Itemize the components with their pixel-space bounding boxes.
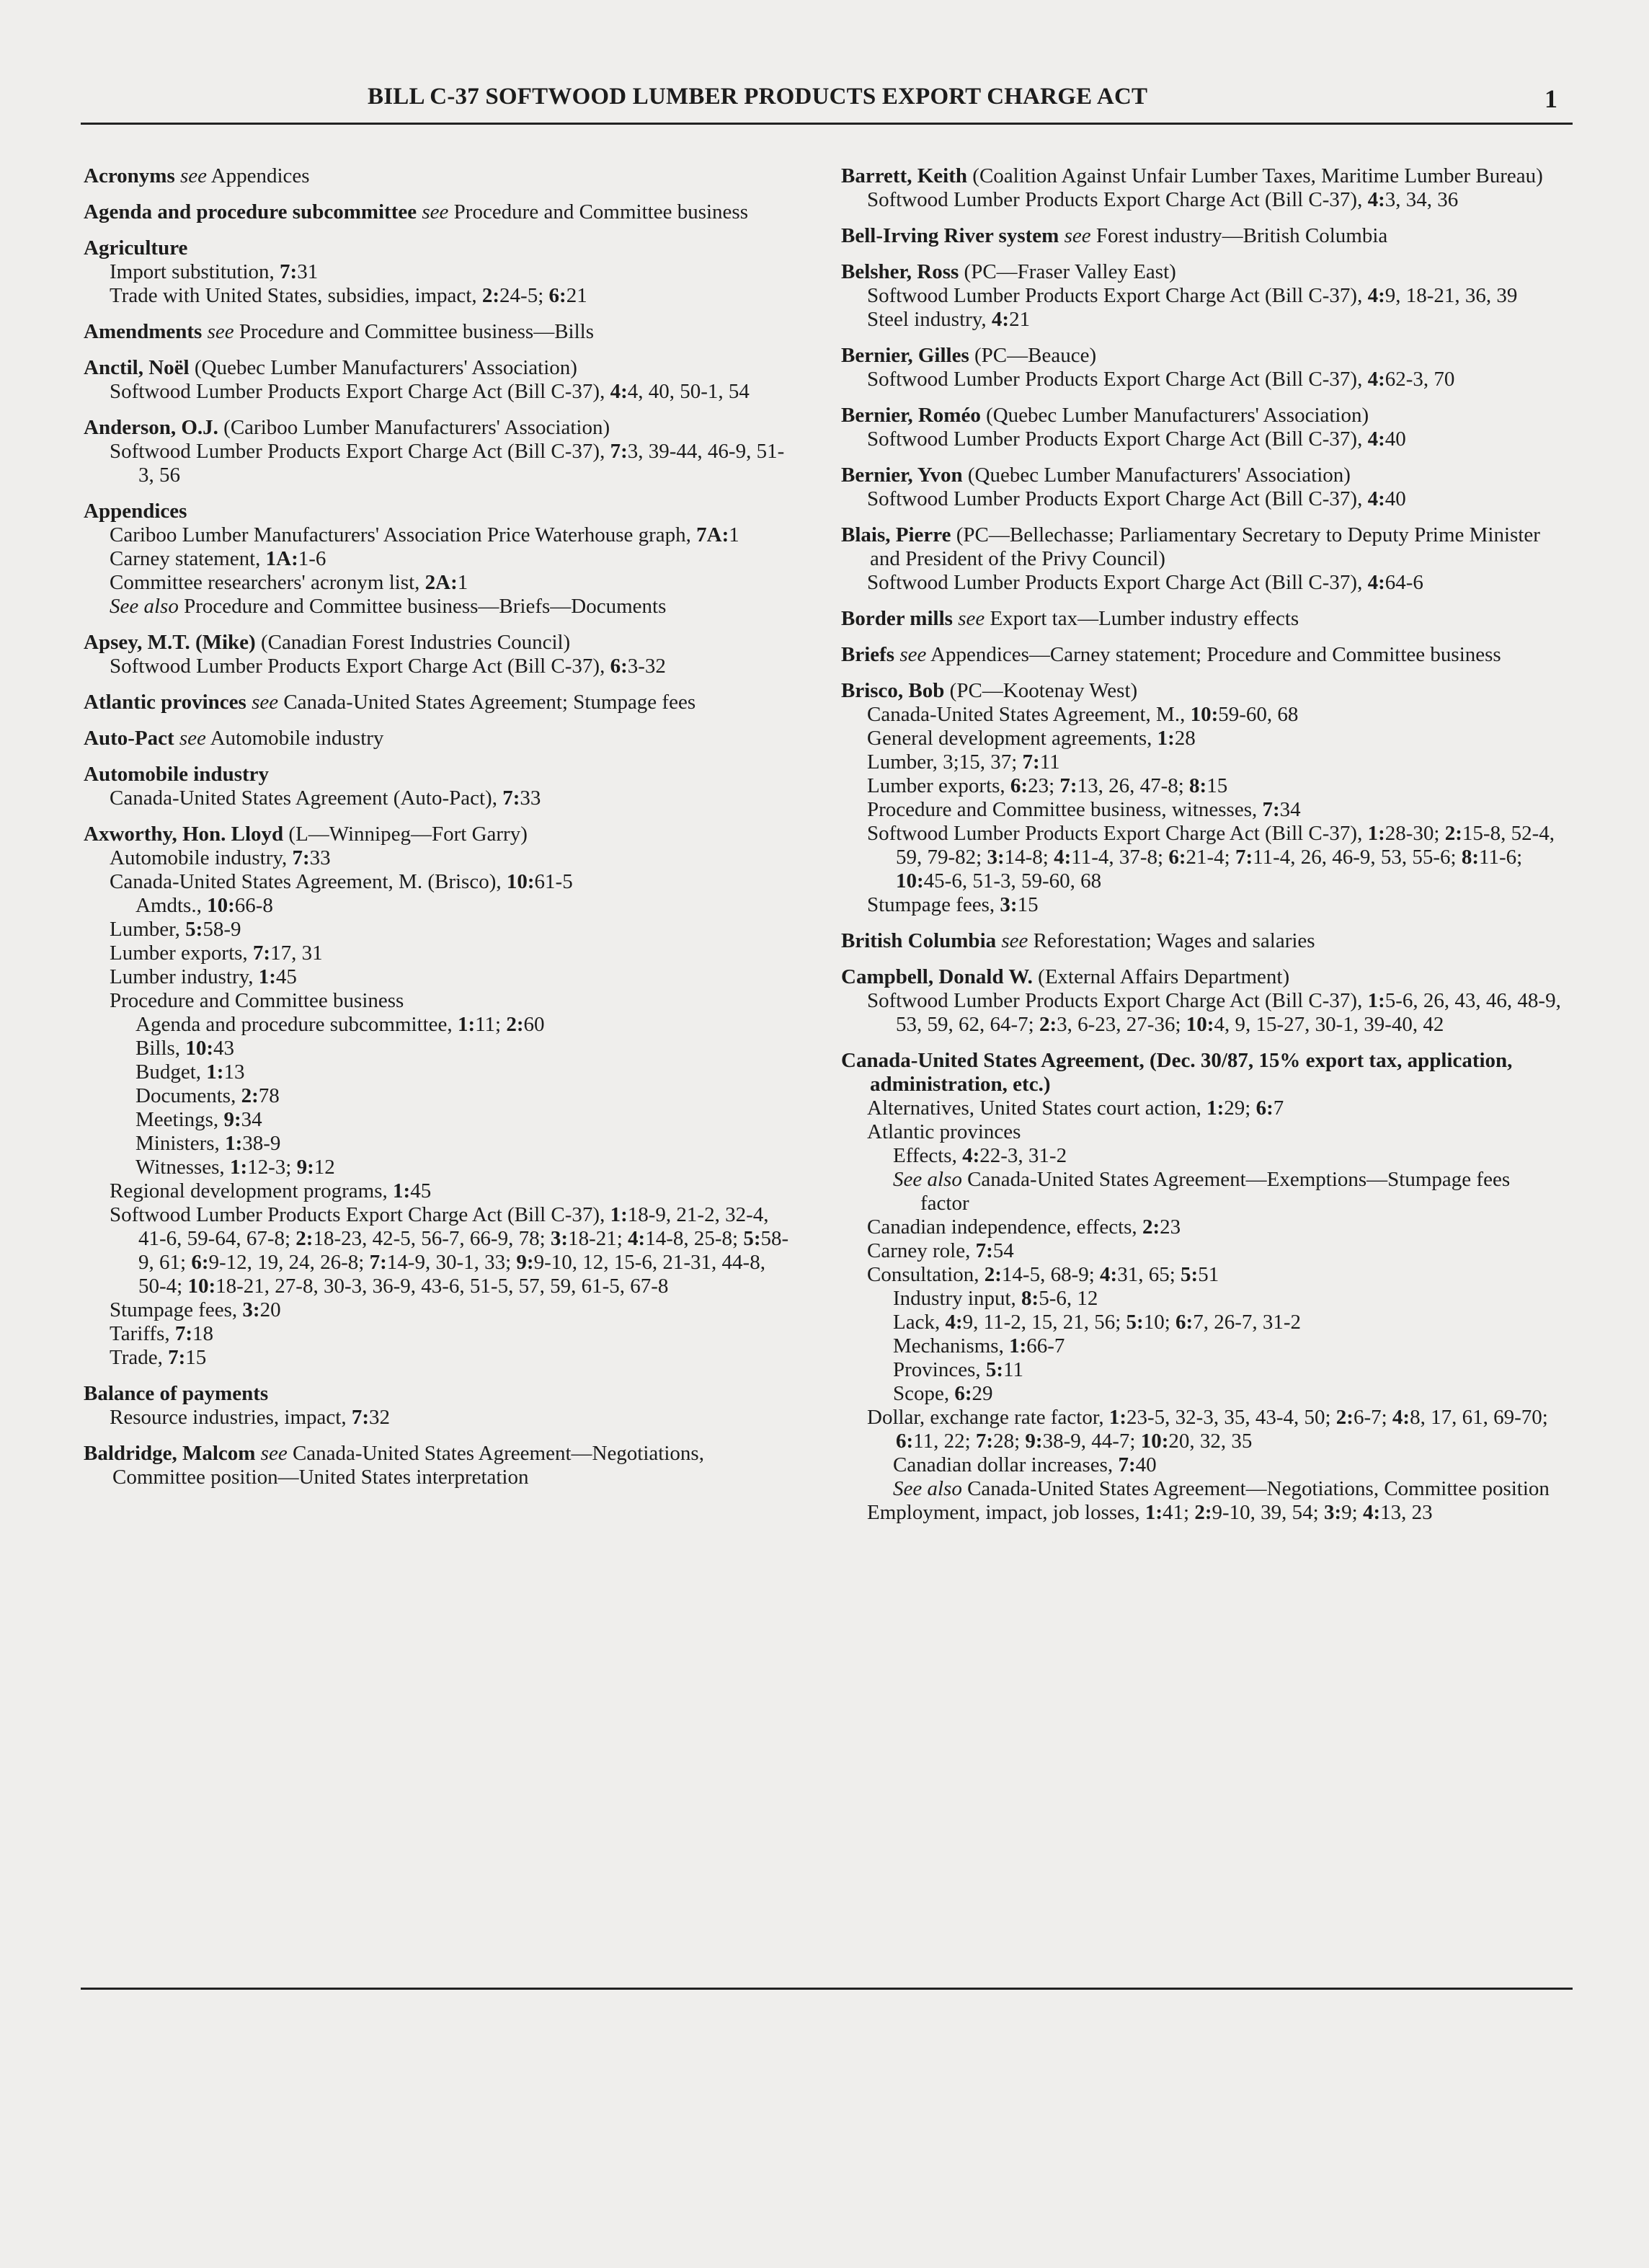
see-label: see [899,643,927,666]
entry-heading: Agenda and procedure subcommittee [84,200,417,223]
index-entry [84,1442,790,1489]
subentry [841,1501,1562,1525]
subentry-text: Lumber, 5:58-9 [110,918,241,941]
subentry [84,1179,790,1203]
see-label: see [422,200,449,223]
subentry-text: Bills, 10:43 [135,1037,234,1060]
subentry [841,1215,1562,1239]
index-entry [84,1382,790,1430]
subentry-text: Lumber industry, 1:45 [110,965,297,988]
entry-detail: (Quebec Lumber Manufacturers' Association) [986,404,1369,427]
subentry-text: Carney role, 7:54 [867,1239,1014,1262]
index-entry [84,200,790,224]
see-also-label: See also [893,1168,962,1191]
page-number: 1 [1544,84,1557,113]
page-title: BILL C-37 SOFTWOOD LUMBER PRODUCTS EXPORT CHARGE ACT [368,84,1148,110]
subentry [84,918,790,942]
index-entry [841,164,1562,212]
subentry [84,380,790,404]
subentry-text: Softwood Lumber Products Export Charge Act (Bill C-37), 4:62-3, 70 [867,368,1455,391]
see-also-target: Canada-United States Agreement—Negotiations, Committee position [967,1477,1550,1500]
entry-heading: British Columbia [841,929,997,952]
entry-heading-line [84,164,790,188]
subentry [84,1406,790,1430]
index-entry [84,164,790,188]
subentry [84,1013,790,1037]
subentry-text: Softwood Lumber Products Export Charge Act (Bill C-37), 7:3, 39-44, 46-9, 51-3, 56 [110,440,785,487]
entry-heading: Barrett, Keith [841,164,968,187]
index-entry [841,224,1562,248]
subentry [841,368,1562,391]
entry-heading-line [841,607,1562,631]
entry-heading-line [84,200,790,224]
entry-heading: Appendices [84,500,187,523]
subentry [841,1382,1562,1406]
see-target: Automobile industry [210,727,384,750]
subentry-text: Regional development programs, 1:45 [110,1179,432,1202]
see-target: Procedure and Committee business [453,200,748,223]
entry-heading: Agriculture [84,236,188,260]
subentry-text: Witnesses, 1:12-3; 9:12 [135,1156,335,1179]
subentry [84,1346,790,1370]
subentry-text: Softwood Lumber Products Export Charge Act (Bill C-37), 1:5-6, 26, 43, 46, 48-9, 53, 59, 62, 64-7; 2:3, 6-23, 27-36; 10:4, 9, 15-27, 30-1, 39-40, 42 [867,989,1561,1036]
subentry [841,571,1562,595]
entry-heading: Bell-Irving River system [841,224,1059,247]
subentry [84,870,790,894]
subentry [84,571,790,595]
subentry-text: Softwood Lumber Products Export Charge Act (Bill C-37), 1:28-30; 2:15-8, 52-4, 59, 79-82; 3:14-8; 4:11-4, 37-8; 6:21-4; 7:11-4, 26, 46-9, 53, 55-6; 8:11-6; 10:45-6, 51-3, 59-60, 68 [867,822,1555,892]
subentry [841,727,1562,750]
see-target: Procedure and Committee business—Bills [239,320,595,343]
subentry-text: Consultation, 2:14-5, 68-9; 4:31, 65; 5:51 [867,1263,1219,1286]
entry-heading: Anctil, Noël [84,356,190,379]
subentry-text: Industry input, 8:5-6, 12 [893,1287,1098,1310]
subentry [84,1084,790,1108]
see-target: Canada-United States Agreement; Stumpage fees [283,691,696,714]
subentry [841,1168,1562,1215]
entry-heading-line [841,965,1562,989]
entry-heading-line [84,236,790,260]
entry-heading: Atlantic provinces [84,691,246,714]
subentry [84,440,790,487]
index-entry [841,344,1562,391]
entry-heading: Amendments [84,320,203,343]
entry-heading: Border mills [841,607,953,630]
subentry-text: Mechanisms, 1:66-7 [893,1334,1065,1357]
entry-heading-line [841,1049,1562,1097]
subentry-text: Agenda and procedure subcommittee, 1:11; 2:60 [135,1013,545,1036]
subentry [84,1203,790,1298]
entry-heading: Canada-United States Agreement, (Dec. 30/87, 15% export tax, application, administration, etc.) [841,1049,1513,1096]
subentry-text: Resource industries, impact, 7:32 [110,1406,391,1429]
see-target: Appendices—Carney statement; Procedure and Committee business [930,643,1501,666]
index-entry [841,607,1562,631]
subentry-text: Committee researchers' acronym list, 2A:1 [110,571,468,594]
see-label: see [1064,224,1091,247]
see-label: see [958,607,985,630]
header-rule [81,123,1573,125]
subentry-text: Dollar, exchange rate factor, 1:23-5, 32-3, 35, 43-4, 50; 2:6-7; 4:8, 17, 61, 69-70; 6:11, 22; 7:28; 9:38-9, 44-7; 10:20, 32, 35 [867,1406,1548,1453]
subentry [84,1037,790,1060]
subentry-text: Softwood Lumber Products Export Charge Act (Bill C-37), 4:3, 34, 36 [867,188,1459,211]
subentry-text: Tariffs, 7:18 [110,1322,214,1345]
entry-heading-line [841,523,1562,571]
entry-heading-line [84,356,790,380]
subentry-text: Procedure and Committee business, witnesses, 7:34 [867,798,1301,821]
subentry-text: Stumpage fees, 3:20 [110,1298,281,1321]
subentry [841,1453,1562,1477]
entry-heading-line [841,404,1562,428]
entry-heading: Bernier, Roméo [841,404,981,427]
subentry-text: Cariboo Lumber Manufacturers' Association Price Waterhouse graph, 7A:1 [110,523,739,546]
subentry [841,798,1562,822]
see-label: see [260,1442,288,1465]
entry-heading-line [84,823,790,846]
entry-heading: Campbell, Donald W. [841,965,1033,988]
subentry-text: Amdts., 10:66-8 [135,894,273,917]
entry-heading: Apsey, M.T. (Mike) [84,631,256,654]
index-column-right [841,164,1562,1537]
see-label: see [207,320,234,343]
subentry [841,1144,1562,1168]
entry-detail: (Coalition Against Unfair Lumber Taxes, Maritime Lumber Bureau) [972,164,1543,187]
entry-heading: Baldridge, Malcom [84,1442,256,1465]
entry-detail: (Canadian Forest Industries Council) [260,631,571,654]
see-also-label: See also [110,595,179,618]
entry-heading-line [84,631,790,655]
subentry-text: Scope, 6:29 [893,1382,993,1405]
entry-heading: Brisco, Bob [841,679,945,702]
index-entry [84,763,790,810]
subentry-text: Provinces, 5:11 [893,1358,1023,1381]
entry-detail: (Quebec Lumber Manufacturers' Association) [194,356,577,379]
subentry [84,284,790,308]
subentry [84,547,790,571]
subentry [841,308,1562,332]
subentry [84,894,790,918]
index-entry [841,260,1562,332]
subentry-text: Alternatives, United States court action, 1:29; 6:7 [867,1097,1284,1120]
subentry-text: Trade with United States, subsidies, impact, 2:24-5; 6:21 [110,284,587,307]
subentry [84,655,790,678]
subentry [84,260,790,284]
entry-heading: Balance of payments [84,1382,269,1405]
entry-heading: Briefs [841,643,895,666]
subentry-text: Lumber, 3;15, 37; 7:11 [867,750,1060,774]
entry-heading-line [841,679,1562,703]
entry-heading-line [84,691,790,714]
subentry-text: Softwood Lumber Products Export Charge Act (Bill C-37), 4:40 [867,428,1406,451]
subentry-text: Softwood Lumber Products Export Charge Act (Bill C-37), 4:9, 18-21, 36, 39 [867,284,1518,307]
subentry [841,428,1562,451]
entry-heading: Anderson, O.J. [84,416,218,439]
subentry-text: Automobile industry, 7:33 [110,846,331,869]
subentry [841,893,1562,917]
subentry [84,1108,790,1132]
subentry [84,846,790,870]
entry-heading-line [84,763,790,787]
entry-heading-line [841,224,1562,248]
see-label: see [179,164,208,187]
subentry [841,703,1562,727]
subentry [841,487,1562,511]
subentry-text: Budget, 1:13 [135,1060,245,1084]
see-target: Canada-United States Agreement—Negotiations, Committee position—United States interpretation [112,1442,704,1489]
subentry [841,1311,1562,1334]
entry-detail: (PC—Kootenay West) [949,679,1138,702]
see-label: see [1001,929,1028,952]
index-entry [841,679,1562,917]
subentry [841,1287,1562,1311]
entry-heading-line [841,164,1562,188]
entry-detail: (PC—Bellechasse; Parliamentary Secretary to Deputy Prime Minister and President of the Privy Council) [870,523,1540,570]
subentry [84,1132,790,1156]
subentry [84,1156,790,1179]
index-entry [84,631,790,678]
subentry-text: Softwood Lumber Products Export Charge Act (Bill C-37), 1:18-9, 21-2, 32-4, 41-6, 59-64, 67-8; 2:18-23, 42-5, 56-7, 66-9, 78; 3:18-21; 4:14-8, 25-8; 5:58-9, 61; 6:9-12, 19, 24, 26-8; 7:14-9, 30-1, 33; 9:9-10, 12, 15-6, 21-31, 44-8, 50-4; 10:18-21, 27-8, 30-3, 36-9, 43-6, 51-5, 57, 59, 61-5, 67-8 [110,1203,789,1298]
index-entry [841,929,1562,953]
subentry [841,822,1562,893]
subentry [84,787,790,810]
subentry [841,1239,1562,1263]
index-entry [841,1049,1562,1525]
entry-heading: Bernier, Gilles [841,344,969,367]
index-entry [84,823,790,1370]
subentry [841,1358,1562,1382]
index-entry [841,643,1562,667]
index-entry [841,523,1562,595]
footer-rule [81,1988,1573,1990]
see-target: Reforestation; Wages and salaries [1033,929,1315,952]
subentry [84,523,790,547]
subentry-text: Canada-United States Agreement, M., 10:59-60, 68 [867,703,1299,726]
subentry-text: Trade, 7:15 [110,1346,207,1369]
see-target: Forest industry—British Columbia [1095,224,1388,247]
see-label: see [179,727,206,750]
index-entry [841,464,1562,511]
entry-heading-line [841,643,1562,667]
see-target: Appendices [210,164,310,187]
subentry [841,750,1562,774]
see-also-label: See also [893,1477,962,1500]
subentry-text: Meetings, 9:34 [135,1108,262,1131]
subentry-text: Carney statement, 1A:1-6 [110,547,326,570]
subentry-text: Canada-United States Agreement (Auto-Pact), 7:33 [110,787,541,810]
index-entry [841,965,1562,1037]
subentry-text: Canadian independence, effects, 2:23 [867,1215,1181,1239]
subentry-text: Canadian dollar increases, 7:40 [893,1453,1157,1476]
see-also-target: Procedure and Committee business—Briefs—Documents [184,595,667,618]
entry-detail: (L—Winnipeg—Fort Garry) [288,823,528,846]
entry-heading-line [841,260,1562,284]
entry-heading-line [84,727,790,750]
subentry [841,188,1562,212]
subentry [84,595,790,619]
entry-detail: (External Affairs Department) [1038,965,1290,988]
subentry-text: Canada-United States Agreement, M. (Brisco), 10:61-5 [110,870,573,893]
entry-heading: Auto-Pact [84,727,174,750]
entry-heading-line [84,320,790,344]
subentry [841,1097,1562,1120]
subentry-text: Atlantic provinces [867,1120,1021,1143]
entry-heading: Blais, Pierre [841,523,951,546]
subentry [841,1477,1562,1501]
index-entry [84,691,790,714]
subentry [841,1334,1562,1358]
subentry-text: Employment, impact, job losses, 1:41; 2:9-10, 39, 54; 3:9; 4:13, 23 [867,1501,1433,1524]
subentry [841,284,1562,308]
subentry-text: Softwood Lumber Products Export Charge Act (Bill C-37), 4:4, 40, 50-1, 54 [110,380,750,403]
entry-detail: (PC—Fraser Valley East) [964,260,1176,283]
subentry-text: Softwood Lumber Products Export Charge Act (Bill C-37), 4:40 [867,487,1406,510]
subentry [841,989,1562,1037]
entry-heading-line [841,929,1562,953]
subentry-text: Procedure and Committee business [110,989,404,1012]
subentry [841,1263,1562,1287]
subentry [84,965,790,989]
subentry [84,989,790,1013]
index-entry [841,404,1562,451]
entry-heading-line [84,1442,790,1489]
entry-detail: (PC—Beauce) [974,344,1097,367]
index-entry [84,500,790,619]
subentry-text: Softwood Lumber Products Export Charge Act (Bill C-37), 4:64-6 [867,571,1423,594]
index-entry [84,416,790,487]
subentry-text: Effects, 4:22-3, 31-2 [893,1144,1067,1167]
subentry [841,774,1562,798]
subentry-text: Lumber exports, 7:17, 31 [110,942,323,965]
subentry [84,1298,790,1322]
entry-heading-line [841,464,1562,487]
index-entry [84,727,790,750]
entry-detail: (Quebec Lumber Manufacturers' Association) [967,464,1351,487]
entry-heading-line [84,500,790,523]
entry-detail: (Cariboo Lumber Manufacturers' Association) [223,416,610,439]
see-label: see [252,691,279,714]
entry-heading: Acronyms [84,164,175,187]
entry-heading: Bernier, Yvon [841,464,963,487]
subentry-text: Documents, 2:78 [135,1084,280,1107]
subentry [841,1406,1562,1453]
subentry-text: Lack, 4:9, 11-2, 15, 21, 56; 5:10; 6:7, 26-7, 31-2 [893,1311,1302,1334]
entry-heading: Axworthy, Hon. Lloyd [84,823,284,846]
index-entry [84,356,790,404]
subentry-text: Import substitution, 7:31 [110,260,319,283]
subentry-text: Lumber exports, 6:23; 7:13, 26, 47-8; 8:15 [867,774,1228,797]
entry-heading: Automobile industry [84,763,270,786]
subentry-text: Steel industry, 4:21 [867,308,1031,331]
subentry-text: General development agreements, 1:28 [867,727,1196,750]
entry-heading-line [84,416,790,440]
subentry-text: Stumpage fees, 3:15 [867,893,1039,916]
subentry [841,1120,1562,1144]
index-column-left [84,164,790,1502]
see-also-target: Canada-United States Agreement—Exemptions—Stumpage fees factor [920,1168,1511,1215]
subentry [84,1322,790,1346]
see-target: Export tax—Lumber industry effects [990,607,1299,630]
entry-heading-line [841,344,1562,368]
subentry-text: Softwood Lumber Products Export Charge Act (Bill C-37), 6:3-32 [110,655,666,678]
entry-heading: Belsher, Ross [841,260,959,283]
index-entry [84,320,790,344]
subentry [84,942,790,965]
subentry-text: Ministers, 1:38-9 [135,1132,281,1155]
index-entry [84,236,790,308]
subentry [84,1060,790,1084]
entry-heading-line [84,1382,790,1406]
